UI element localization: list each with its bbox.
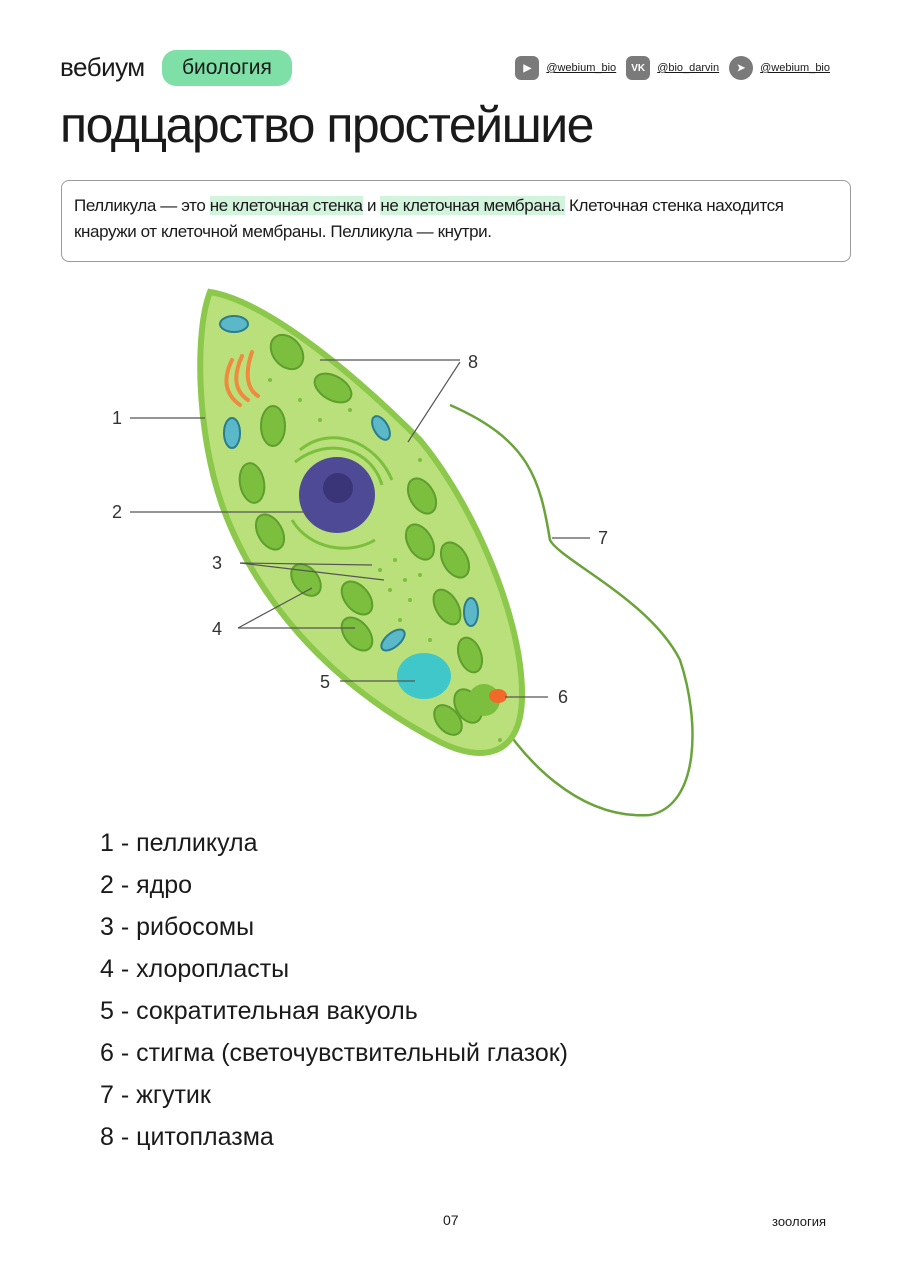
legend-item: 6 - стигма (светочувствительный глазок)	[100, 1039, 569, 1067]
diagram-label-7: 7	[598, 528, 609, 548]
social-youtube[interactable]	[515, 56, 616, 80]
nucleolus	[323, 473, 353, 503]
legend-item: 7 - жгутик	[100, 1081, 211, 1109]
note-text: Пелликула — это	[74, 196, 210, 215]
legend-item: 8 - цитоплазма	[100, 1123, 274, 1151]
page-number: 07	[443, 1212, 459, 1228]
legend-item: 2 - ядро	[100, 871, 193, 899]
section-name: зоология	[772, 1214, 826, 1229]
legend-list	[100, 822, 568, 1158]
euglena-diagram	[0, 270, 904, 830]
social-vk[interactable]	[626, 56, 719, 80]
note-text: и	[362, 196, 381, 215]
diagram-label-4: 4	[212, 619, 223, 639]
contractile-vacuole	[397, 653, 451, 699]
page-title: подцарство простейшие	[60, 97, 593, 153]
legend-item: 3 - рибосомы	[100, 913, 255, 941]
legend-item: 5 - сократительная вакуоль	[100, 997, 418, 1025]
diagram-label-6: 6	[558, 687, 569, 707]
note-text: Клеточная стенка находится кнаружи от клеточной мембраны. Пелликула — кнутри.	[74, 196, 784, 241]
social-handle[interactable]: @bio_darvin	[657, 62, 720, 74]
youtube-icon: ▶	[515, 56, 539, 80]
social-handle[interactable]: @webium_bio	[546, 62, 617, 74]
legend-item: 1 - пелликула	[100, 829, 258, 857]
note-highlight: не клеточная стенка	[209, 196, 363, 215]
note-highlight: не клеточная мембрана.	[380, 196, 565, 215]
vk-icon: VK	[626, 56, 650, 80]
subject-badge: биология	[162, 50, 292, 86]
diagram-label-2: 2	[112, 502, 123, 522]
diagram-label-8: 8	[468, 352, 479, 372]
stigma	[489, 689, 507, 703]
legend-item: 4 - хлоропласты	[100, 955, 290, 983]
telegram-icon: ➤	[729, 56, 753, 80]
social-telegram[interactable]	[729, 56, 830, 80]
diagram-label-1: 1	[112, 408, 123, 428]
note-box	[61, 180, 851, 262]
diagram-label-5: 5	[320, 672, 331, 692]
diagram-label-3: 3	[212, 553, 223, 573]
social-handle[interactable]: @webium_bio	[760, 62, 830, 74]
social-links	[515, 56, 830, 80]
brand-logo: вебиум	[60, 52, 145, 82]
